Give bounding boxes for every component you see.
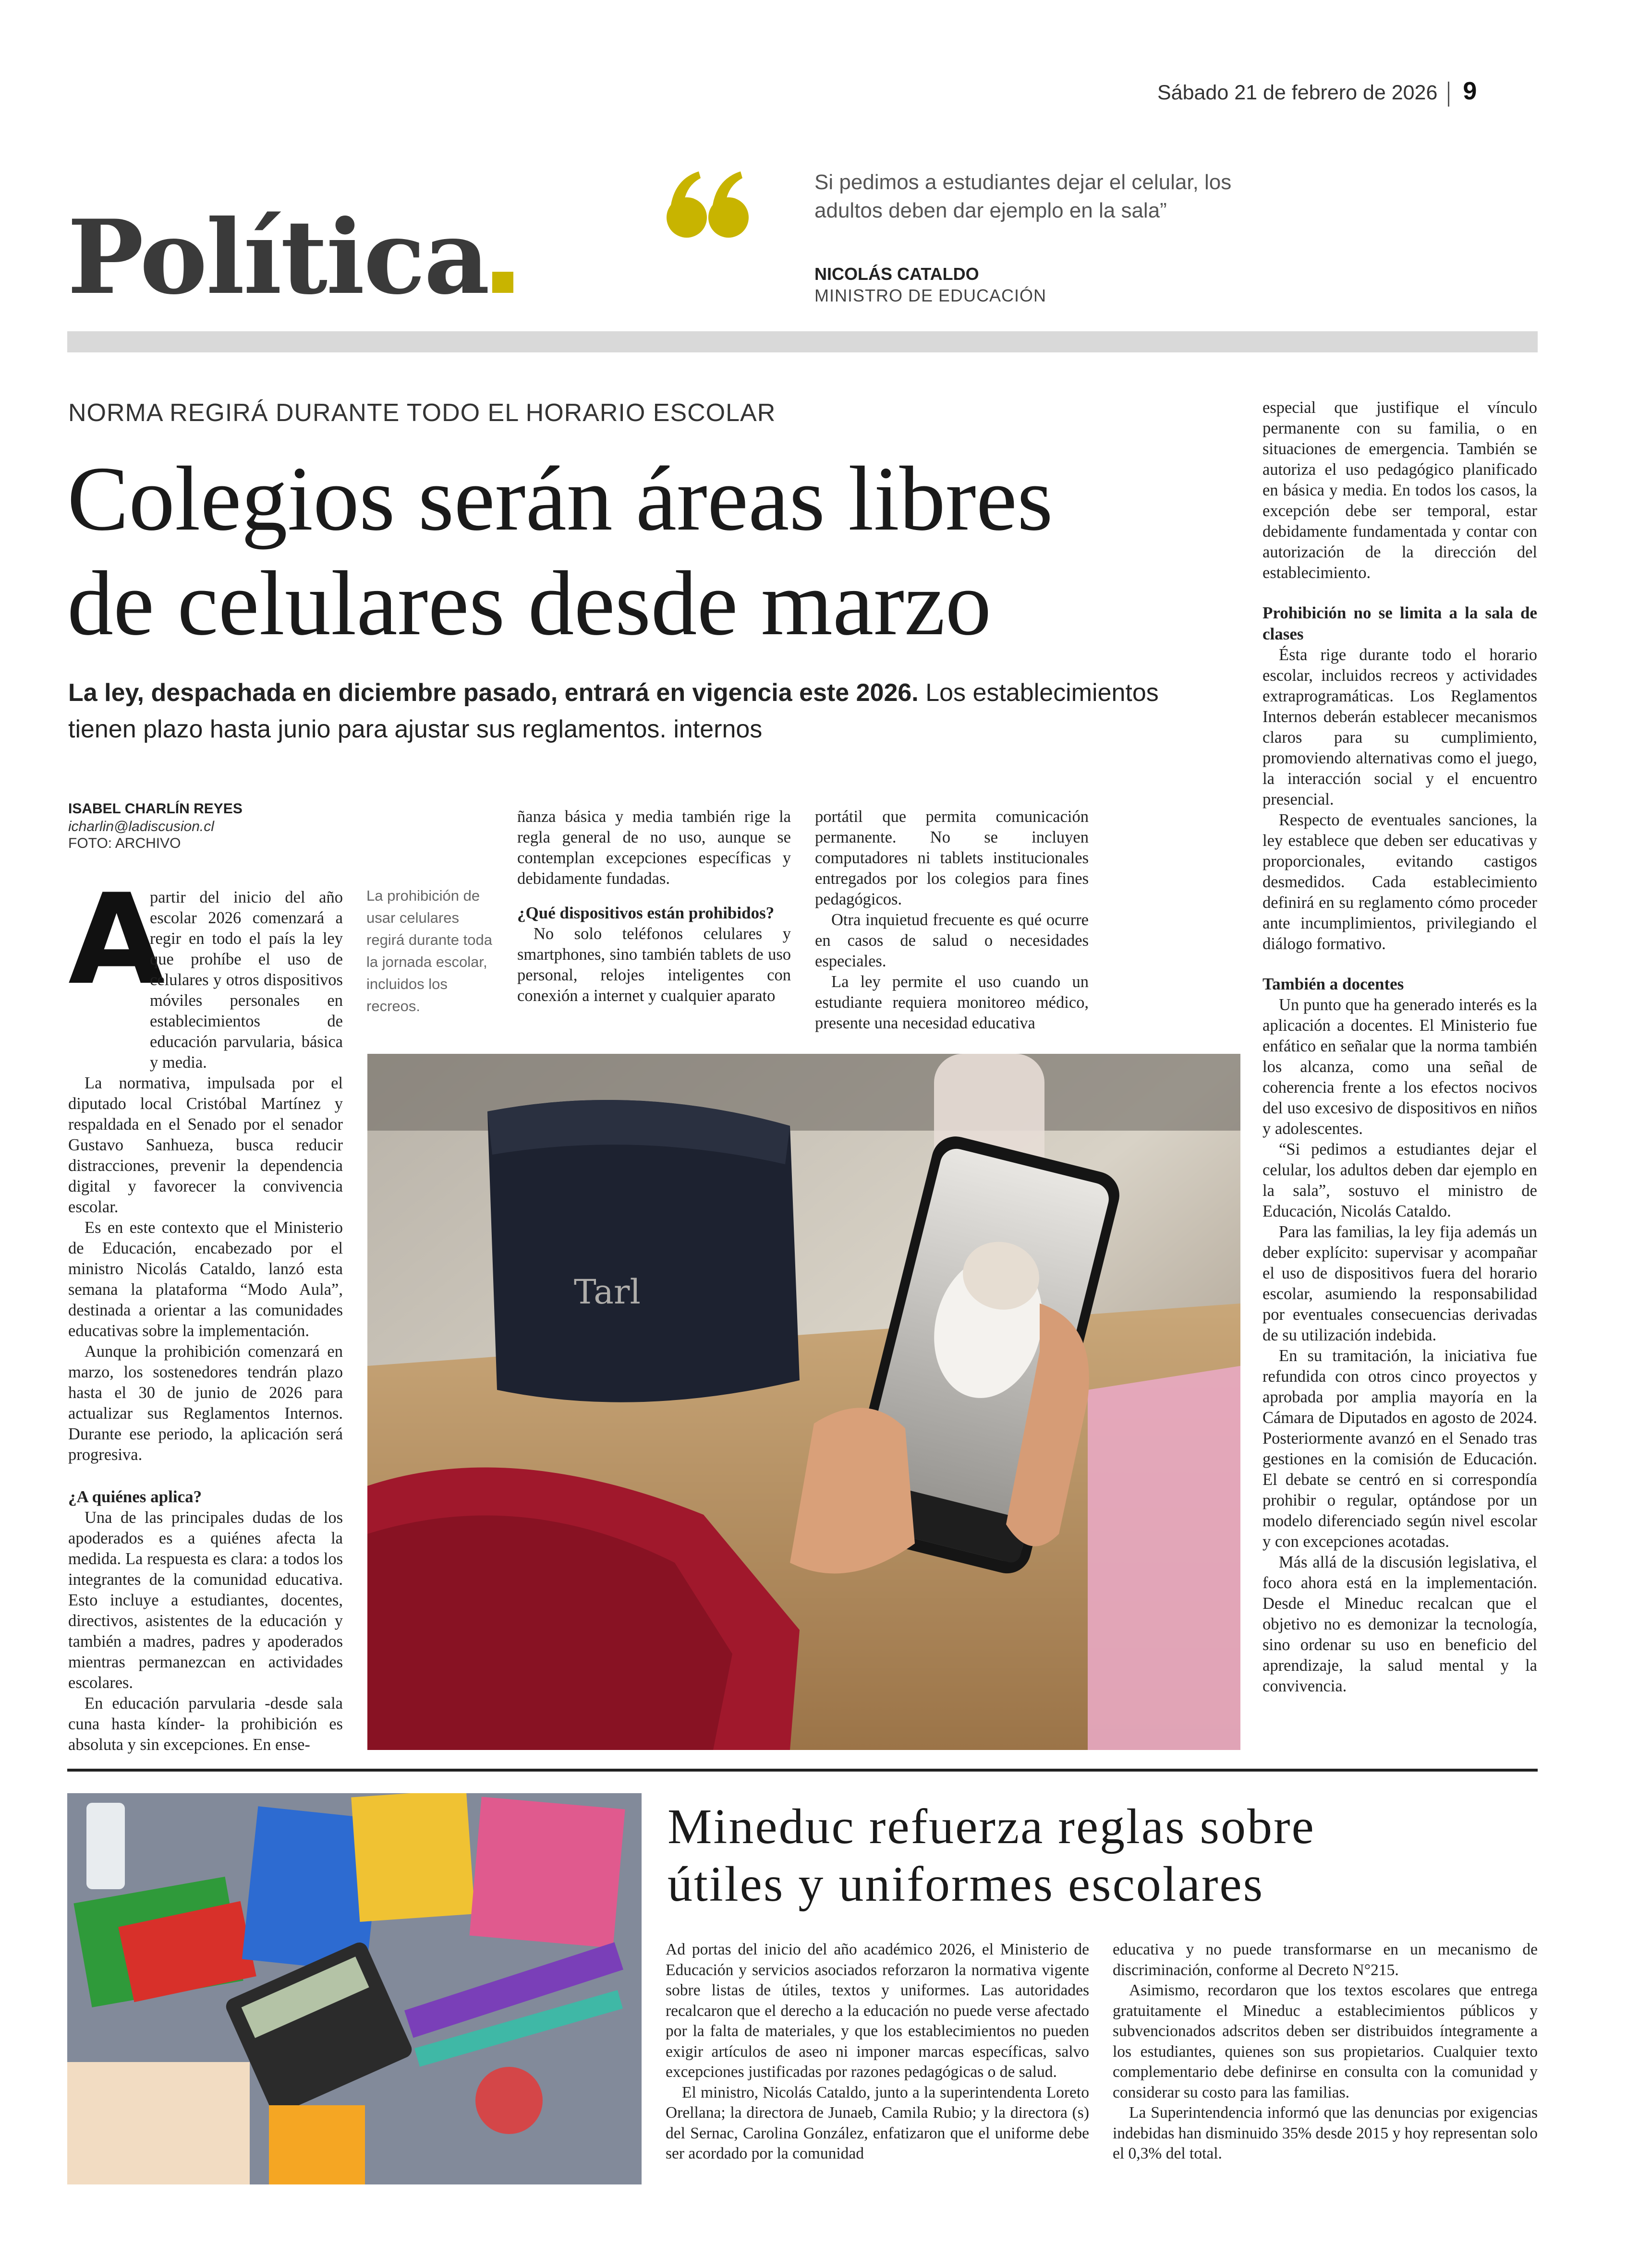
header-divider-bar xyxy=(67,331,1538,352)
pull-quote-author: NICOLÁS CATALDO xyxy=(814,264,979,284)
article-photo-phone xyxy=(367,1054,1240,1750)
page-dateline xyxy=(1157,77,1503,107)
subhead-rest: Los establecimientos tienen plazo hasta junio para ajustar sus reglamentos. internos xyxy=(68,679,1159,743)
paragraph: En educación parvularia -desde sala cuna hasta kínder- la prohibición es absoluta y sin excepciones. En ense- xyxy=(68,1694,343,1754)
article-column-2 xyxy=(517,807,791,1006)
article-column-4 xyxy=(1263,398,1537,1697)
paragraph: Ésta rige durante todo el horario escolar, incluidos recreos y actividades extraprogramáticas. Los Reglamentos Internos deberán establecer mecanismos claros para su cumplimiento, promoviendo alternativas como el juego, la interacción social y el encuentro presencial. xyxy=(1263,646,1537,808)
drop-cap: A xyxy=(68,868,165,1013)
byline-photo-credit: FOTO: ARCHIVO xyxy=(68,835,181,851)
section-title-text: Política xyxy=(67,197,489,317)
dateline-divider xyxy=(1448,82,1449,107)
paragraph: El ministro, Nicolás Cataldo, junto a la superintendenta Loreto Orellana; la directora de Junaeb, Camila Rubio; y la directora (s) del Sernac, Carolina González, enfatizaron que el uniforme debe ser acordado por la comunidad xyxy=(666,2083,1089,2162)
article-subhead xyxy=(68,675,1221,748)
paragraph: Otra inquietud frecuente es qué ocurre en casos de salud o necesidades especiales. xyxy=(815,911,1089,970)
paragraph: No solo teléfonos celulares y smartphones, sino también tablets de uso personal, relojes inteligentes con conexión a internet y cualquier aparato xyxy=(517,925,791,1005)
byline-email[interactable]: icharlin@ladiscusion.cl xyxy=(68,819,214,834)
paragraph: Para las familias, la ley fija además un deber explícito: supervisar y acompañar el uso de dispositivos fuera del horario escolar, asumiendo la responsabilidad por eventuales consecuencias derivadas de su utilización indebida. xyxy=(1263,1223,1537,1344)
article2-column-1 xyxy=(666,1940,1089,2164)
paragraph: Ad portas del inicio del año académico 2026, el Ministerio de Educación y servicios asociados reforzaron la normativa vigente sobre listas de útiles, textos y uniformes. Las autoridades recalcaron que el derecho a la educación no puede verse afectado por la falta de materiales, y que los establecimientos no pueden exigir artículos de aseo ni imponer marcas específicas, salvo excepciones justificadas por razones pedagógicas o de salud. xyxy=(666,1941,1089,2081)
article-photo-school-supplies xyxy=(67,1793,642,2184)
paragraph: Es en este contexto que el Ministerio de Educación, encabezado por el ministro Nicolás Cataldo, lanzó esta semana la plataforma “Modo Aula”, destinada a orientar a las comunidades educativas sobre la implementación. xyxy=(68,1218,343,1340)
page-number: 9 xyxy=(1463,77,1477,105)
paragraph: La normativa, impulsada por el diputado local Cristóbal Martínez y respaldada en el Senado por el senador Gustavo Sanhueza, busca reducir distracciones, prevenir la dependencia digital y favorecer la convivencia escolar. xyxy=(68,1074,343,1216)
subheading: ¿Qué dispositivos están prohibidos? xyxy=(517,904,775,922)
byline-name: ISABEL CHARLÍN REYES xyxy=(68,801,243,817)
headline2-line-2: útiles y uniformes escolares xyxy=(668,1857,1264,1912)
section-title xyxy=(67,197,513,317)
subhead-bold: La ley, despachada en diciembre pasado, entrará en vigencia este 2026. xyxy=(68,679,919,707)
paragraph: La ley permite el uso cuando un estudiante requiera monitoreo médico, presente una necesidad educativa xyxy=(815,973,1089,1032)
paragraph: partir del inicio del año escolar 2026 comenzará a regir en todo el país la ley que prohíbe el uso de celulares y otros dispositivos móviles personales en establecimientos de educación parvularia, básica y media. xyxy=(150,888,343,1072)
paragraph: Respecto de eventuales sanciones, la ley establece que deben ser educativas y proporcionales, evitando castigos desmedidos. Cada establecimiento definirá en su reglamento cómo proceder ante incumplimientos, privilegiando el diálogo formativo. xyxy=(1263,811,1537,953)
paragraph: La Superintendencia informó que las denuncias por exigencias indebidas han disminuido 35% desde 2015 y hoy representan solo el 0,3% del total. xyxy=(1113,2104,1538,2162)
date-text: Sábado 21 de febrero de 2026 xyxy=(1157,81,1438,104)
paragraph: Aunque la prohibición comenzará en marzo, los sostenedores tendrán plazo hasta el 30 de junio de 2026 para actualizar sus Reglamentos Internos. Durante ese periodo, la aplicación será progresiva. xyxy=(68,1342,343,1464)
article-headline xyxy=(67,446,1244,656)
paragraph: Asimismo, recordaron que los textos escolares que entrega gratuitamente el Mineduc a establecimientos públicos y subvencionados adscritos deben ser distribuidos íntegramente a los estudiantes, quienes son sus propietarios. Cualquier texto complementario debe definirse en consulta con la comunidad y considerar su costo para las familias. xyxy=(1113,1981,1538,2101)
paragraph: En su tramitación, la iniciativa fue refundida con otros cinco proyectos y aprobada por amplia mayoría en la Cámara de Diputados en agosto de 2024. Posteriormente avanzó en el Senado tras gestiones en la comisión de Educación. El debate se centró en si correspondía prohibir o regular, optándose por un modelo diferenciado según nivel escolar y con excepciones acotadas. xyxy=(1263,1347,1537,1551)
headline-line-1: Colegios serán áreas libres xyxy=(67,447,1053,550)
pull-quote-role: MINISTRO DE EDUCACIÓN xyxy=(814,286,1047,305)
pull-quote-text: Si pedimos a estudiantes dejar el celular, los adultos deben dar ejemplo en la sala” xyxy=(814,170,1232,222)
svg-text:Tarl: Tarl xyxy=(574,1272,641,1312)
sidebar-note: La prohibición de usar celulares regirá durante toda la jornada escolar, incluidos los recreos. xyxy=(366,887,492,1014)
headline2-line-1: Mineduc refuerza reglas sobre xyxy=(668,1799,1315,1854)
paragraph: educativa y no puede transformarse en un mecanismo de discriminación, conforme al Decreto N°215. xyxy=(1113,1941,1538,1979)
paragraph: Un punto que ha generado interés es la aplicación a docentes. El Ministerio fue enfático en señalar que la norma también los alcanza, como una señal de coherencia frente a los efectos nocivos del uso excesivo de dispositivos en niños y adolescentes. xyxy=(1263,996,1537,1138)
paragraph: portátil que permita comunicación permanente. No se incluyen computadores ni tablets institucionales entregados por los colegios para fines pedagógicos. xyxy=(815,808,1089,908)
subheading: ¿A quiénes aplica? xyxy=(68,1487,202,1506)
paragraph: “Si pedimos a estudiantes dejar el celular, los adultos deben dar ejemplo en la sala”, sostuvo el ministro de Educación, Nicolás Cataldo. xyxy=(1263,1140,1537,1220)
article-kicker: NORMA REGIRÁ DURANTE TODO EL HORARIO ESCOLAR xyxy=(68,399,776,427)
article2-headline xyxy=(668,1798,1532,1913)
headline-line-2: de celulares desde marzo xyxy=(67,552,992,654)
subheading: Prohibición no se limita a la sala de clases xyxy=(1263,603,1537,643)
paragraph: Una de las principales dudas de los apoderados es a quiénes afecta la medida. La respuesta es clara: a todos los integrantes de la comunidad educativa. Esto incluye a estudiantes, docentes, directivos, asistentes de la educación y también a madres, padres y apoderados mientras permanezcan en actividades escolares. xyxy=(68,1508,343,1692)
section-accent-square xyxy=(492,272,513,293)
quote-mark-icon xyxy=(665,166,752,242)
article-column-1 xyxy=(68,868,343,1755)
article2-column-2 xyxy=(1113,1940,1538,2164)
paragraph: Más allá de la discusión legislativa, el foco ahora está en la implementación. Desde el Mineduc recalcan que el objetivo no es demonizar la tecnología, sino ordenar su uso en beneficio del aprendizaje, la salud mental y la convivencia. xyxy=(1263,1553,1537,1695)
paragraph: especial que justifique el vínculo permanente con su familia, o en situaciones de emergencia. También se autoriza el uso pedagógico planificado en básica y media. En todos los casos, la excepción debe ser temporal, estar debidamente fundamentada y contar con autorización de la dirección del establecimiento. xyxy=(1263,398,1537,582)
subheading: También a docentes xyxy=(1263,975,1404,993)
paragraph: ñanza básica y media también rige la regla general de no uso, aunque se contemplan excepciones específicas y debidamente fundadas. xyxy=(517,808,791,888)
article-column-3 xyxy=(815,807,1089,1034)
section-divider-rule xyxy=(67,1769,1538,1772)
